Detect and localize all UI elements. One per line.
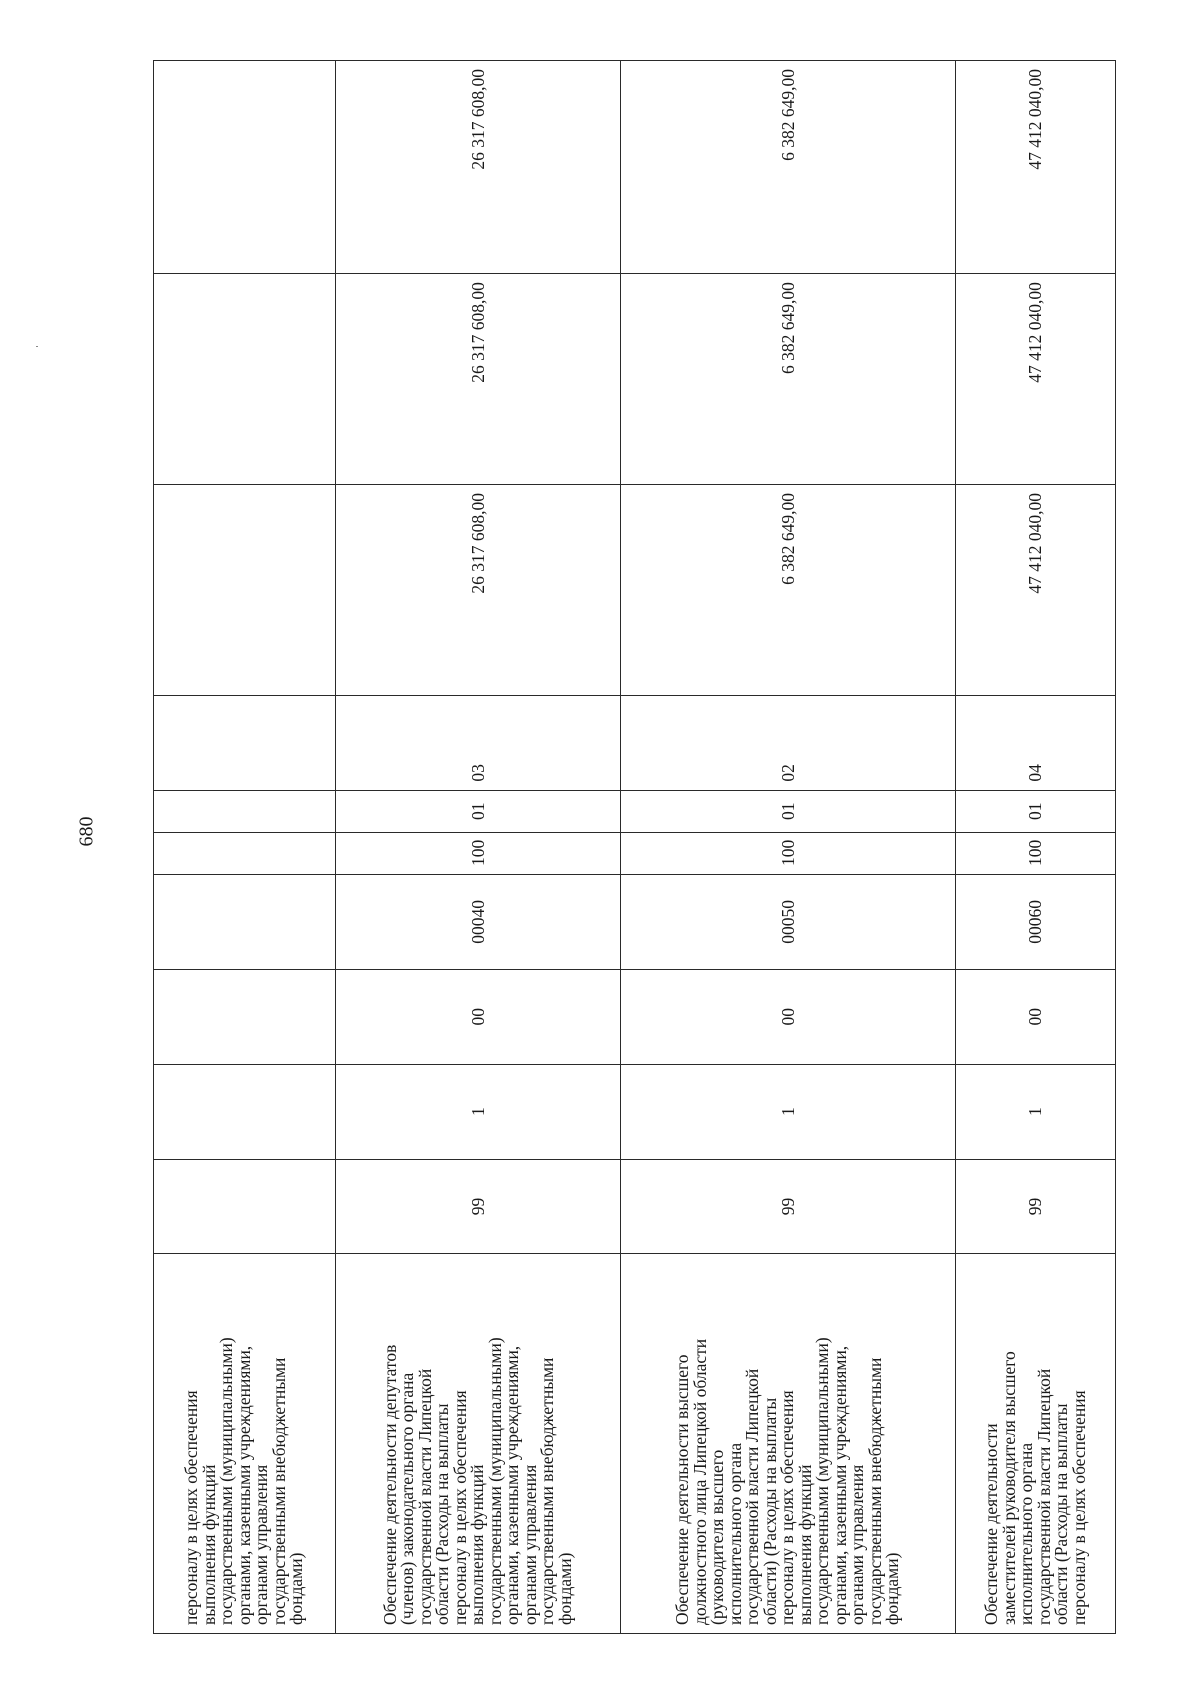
code-cell-subsection xyxy=(154,695,336,790)
code-cell-section: 01 xyxy=(336,790,621,832)
row-name-cell: Обеспечение деятельности депутатов (членов) законодательного органа государственной власти Липецкой области (Расходы на выплаты персоналу в целях обеспечения выполнения функций государственными (муниципальными) органами, казенными учреждениями, органами управления государственными внебюджетными фондами) xyxy=(336,1254,621,1634)
code-cell-direction: 00060 xyxy=(956,874,1116,969)
code-cell-expense-type: 100 xyxy=(956,832,1116,874)
amount-cell-3 xyxy=(154,61,336,274)
amount-cell-3: 26 317 608,00 xyxy=(336,61,621,274)
amount-cell-1: 6 382 649,00 xyxy=(621,484,956,695)
amount-cell-3: 47 412 040,00 xyxy=(956,61,1116,274)
code-cell-section: 01 xyxy=(956,790,1116,832)
code-cell-program xyxy=(154,1159,336,1254)
code-cell-subsection: 02 xyxy=(621,695,956,790)
code-cell-subprogram xyxy=(154,1064,336,1159)
row-name-cell: персоналу в целях обеспечения выполнения функций государственными (муниципальными) органами, казенными учреждениями, органами управления государственными внебюджетными фондами) xyxy=(154,1254,336,1634)
amount-cell-1: 26 317 608,00 xyxy=(336,484,621,695)
amount-cell-3: 6 382 649,00 xyxy=(621,61,956,274)
code-cell-direction: 00050 xyxy=(621,874,956,969)
rotated-table-container xyxy=(153,60,1115,1634)
code-cell-program: 99 xyxy=(956,1159,1116,1254)
code-cell-direction xyxy=(154,874,336,969)
amount-cell-1 xyxy=(154,484,336,695)
code-cell-main-event: 00 xyxy=(621,969,956,1064)
code-cell-program: 99 xyxy=(621,1159,956,1254)
scan-artifact-dot xyxy=(36,346,38,347)
code-cell-direction: 00040 xyxy=(336,874,621,969)
amount-cell-2: 47 412 040,00 xyxy=(956,274,1116,485)
code-cell-program: 99 xyxy=(336,1159,621,1254)
code-cell-main-event: 00 xyxy=(956,969,1116,1064)
amount-cell-2 xyxy=(154,274,336,485)
row-name-cell: Обеспечение деятельности заместителей руководителя высшего исполнительного органа государственной власти Липецкой области (Расходы на выплаты персоналу в целях обеспечения xyxy=(956,1254,1116,1634)
code-cell-main-event xyxy=(154,969,336,1064)
amount-cell-2: 26 317 608,00 xyxy=(336,274,621,485)
code-cell-subprogram: 1 xyxy=(621,1064,956,1159)
budget-table xyxy=(153,60,1116,1634)
code-cell-main-event: 00 xyxy=(336,969,621,1064)
code-cell-expense-type xyxy=(154,832,336,874)
code-cell-expense-type: 100 xyxy=(621,832,956,874)
amount-cell-2: 6 382 649,00 xyxy=(621,274,956,485)
code-cell-subsection: 03 xyxy=(336,695,621,790)
amount-cell-1: 47 412 040,00 xyxy=(956,484,1116,695)
code-cell-subsection: 04 xyxy=(956,695,1116,790)
code-cell-subprogram: 1 xyxy=(336,1064,621,1159)
table-row xyxy=(956,61,1116,1634)
page-number: 680 xyxy=(75,816,98,847)
code-cell-section xyxy=(154,790,336,832)
table-row xyxy=(336,61,621,1634)
row-name-cell: Обеспечение деятельности высшего должностного лица Липецкой области (руководителя высшего исполнительного органа государственной власти Липецкой области) (Расходы на выплаты персоналу в целях обеспечения выполнения функций государственными (муниципальными) органами, казенными учреждениями, органами управления государственными внебюджетными фондами) xyxy=(621,1254,956,1634)
code-cell-expense-type: 100 xyxy=(336,832,621,874)
code-cell-subprogram: 1 xyxy=(956,1064,1116,1159)
table-row xyxy=(154,61,336,1634)
code-cell-section: 01 xyxy=(621,790,956,832)
table-row xyxy=(621,61,956,1634)
